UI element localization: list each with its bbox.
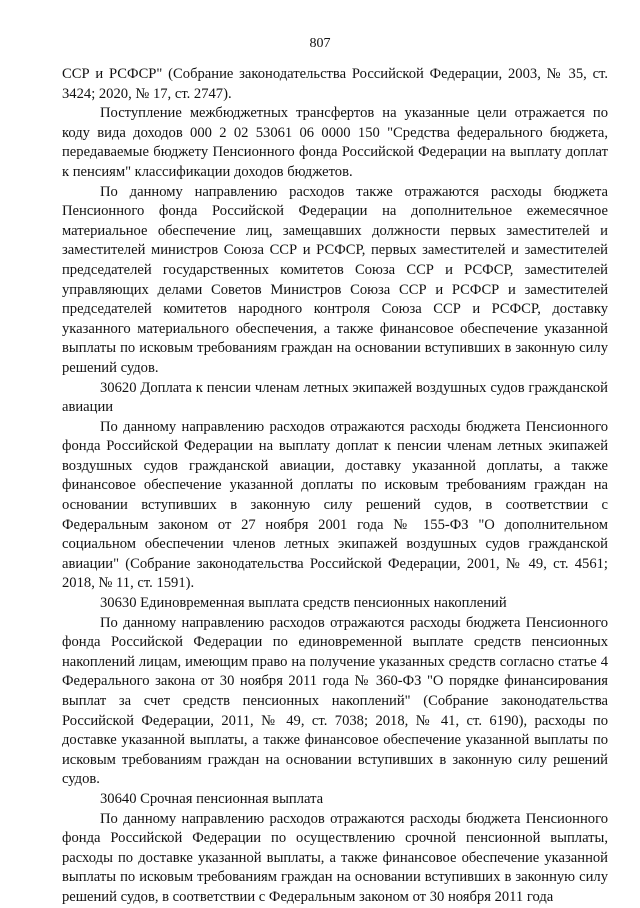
- paragraph-30640: По данному направлению расходов отражаются расходы бюджета Пенсионного фонда Российской Федерации по осуществлению срочной пенсионной выплаты, расходы по доставке указанной выплаты, а также финансовое обеспечение указанной выплаты по исковым требованиям граждан на основании вступивших в законную силу решений судов, в соответствии с Федеральным законом от 30 ноября 2011 года: [62, 810, 608, 905]
- page-number: 807: [309, 36, 331, 51]
- paragraph-continuation: ССР и РСФСР" (Собрание законодательства Российской Федерации, 2003, № 35, ст. 3424; 2020, № 17, ст. 2747).: [62, 66, 608, 102]
- section-heading-30630: 30630 Единовременная выплата средств пенсионных накоплений: [100, 595, 507, 612]
- paragraph-30630: По данному направлению расходов отражаются расходы бюджета Пенсионного фонда Российской Федерации по единовременной выплате средств пенсионных накоплений лицам, имеющим право на получение указанных средств согласно статье 4 Федерального закона от 30 ноября 2011 года № 360-ФЗ "О порядке финансирования выплат за счет средств пенсионных накоплений" (Собрание законодательства Российской Федерации, 2011, № 49, ст. 7038; 2018, № 41, ст. 6190), расходы по доставке указанной выплаты, а также финансовое обеспечение указанной выплаты по исковым требованиям граждан на основании вступивших в законную силу решений судов.: [62, 614, 608, 788]
- paragraph-transfers: Поступление межбюджетных трансфертов на указанные цели отражается по коду вида доходов 000 2 02 53061 06 0000 150 "Средства федерального бюджета, передаваемые бюджету Пенсионного фонда Российской Федерации на выплату доплат к пенсиям" классификации доходов бюджетов.: [62, 105, 608, 180]
- section-heading-30640: 30640 Срочная пенсионная выплата: [100, 790, 324, 807]
- paragraph-material-support: По данному направлению расходов также отражаются расходы бюджета Пенсионного фонда Российской Федерации на дополнительное ежемесячное материальное обеспечение лиц, замещавших должности первых заместителей и заместителей министров Союза ССР и РСФСР, первых заместителей и заместителей председателей государственных комитетов Союза ССР и РСФСР, заместителей управляющих делами Советов Министров Союза ССР и РСФСР и заместителей председателей комитетов народного контроля Союза ССР и РСФСР, доставку указанного материального обеспечения, а также финансовое обеспечение указанной выплаты по исковым требованиям граждан на основании вступивших в законную силу решений судов.: [62, 183, 608, 376]
- document-body: [62, 65, 608, 908]
- section-heading-30620: 30620 Доплата к пенсии членам летных экипажей воздушных судов гражданской авиации: [62, 379, 608, 416]
- paragraph-30620: По данному направлению расходов отражаются расходы бюджета Пенсионного фонда Российской Федерации на выплату доплат к пенсии членам летных экипажей воздушных судов гражданской авиации, доставку указанной доплаты, а также финансовое обеспечение указанной доплаты по исковым требованиям граждан на основании вступивших в законную силу решений судов, в соответствии с Федеральным законом от 27 ноября 2001 года № 155-ФЗ "О дополнительном социальном обеспечении членов летных экипажей воздушных судов гражданской авиации" (Собрание законодательства Российской Федерации, 2001, № 49, ст. 4561; 2018, № 11, ст. 1591).: [62, 418, 608, 592]
